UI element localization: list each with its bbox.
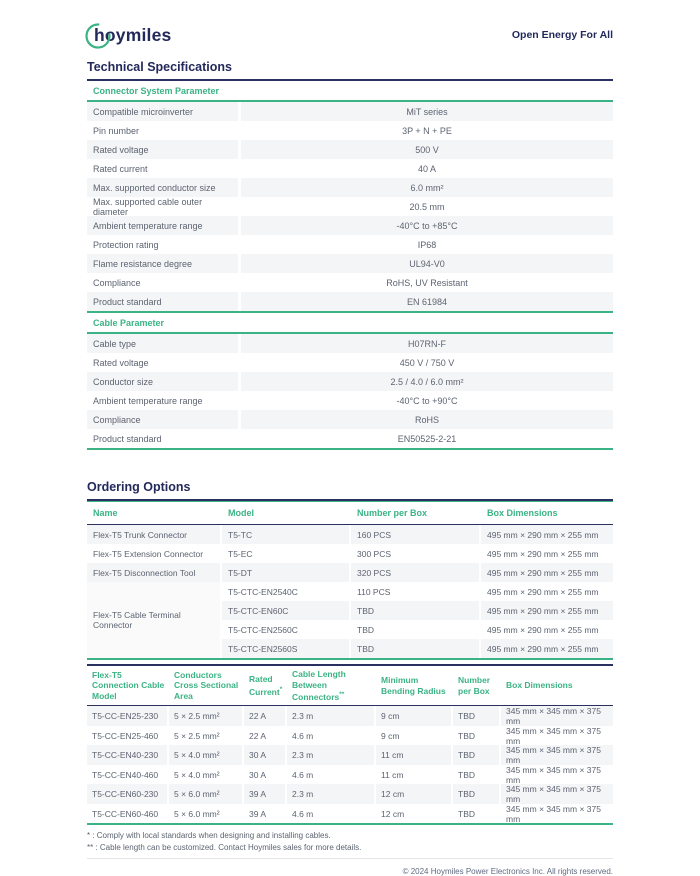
table-row xyxy=(87,726,613,746)
table-row xyxy=(87,254,613,273)
cell-dims: 495 mm × 290 mm × 255 mm xyxy=(481,601,613,620)
cell-dims: 495 mm × 290 mm × 255 mm xyxy=(481,639,613,658)
cell-current: 39 A xyxy=(244,784,285,804)
ordering-table-connectors xyxy=(87,501,613,660)
table-row xyxy=(87,235,613,254)
spec-label: Max. supported cable outer diameter xyxy=(93,196,203,217)
table-row xyxy=(87,544,613,563)
cell-dims: 495 mm × 290 mm × 255 mm xyxy=(487,624,599,635)
logo-circle-icon xyxy=(84,22,114,50)
cell-qty: TBD xyxy=(458,808,475,819)
cell-model: T5-CC-EN25-230 xyxy=(87,706,167,726)
table-row xyxy=(87,102,613,121)
table-row xyxy=(87,429,613,448)
spec-label: Product standard xyxy=(93,433,162,444)
spec-label: Product standard xyxy=(87,292,238,311)
table-row xyxy=(87,372,613,391)
cell-radius: 11 cm xyxy=(376,745,451,765)
spec-value: EN50525-2-21 xyxy=(397,433,457,444)
cell-dims: 495 mm × 290 mm × 255 mm xyxy=(481,525,613,544)
cell-radius: 9 cm xyxy=(381,730,400,741)
header-label: Conductors Cross Sectional Area xyxy=(174,669,239,701)
logo-wordmark: hoymiles xyxy=(94,24,172,45)
table-row xyxy=(87,391,613,410)
header-label: Minimum Bending Radius xyxy=(381,675,446,696)
footnote-2: ** : Cable length can be customized. Contact Hoymiles sales for more details. xyxy=(87,842,362,852)
cell-model: T5-CC-EN25-460 xyxy=(92,730,159,741)
table-row xyxy=(222,620,613,639)
table-row xyxy=(87,178,613,197)
cell-model: T5-CTC-EN60C xyxy=(222,601,349,620)
table-row xyxy=(87,706,613,726)
spec-value: RoHS, UV Resistant xyxy=(386,277,468,288)
spec-value: 3P + N + PE xyxy=(402,125,452,136)
cell-area: 5 × 6.0 mm² xyxy=(169,784,242,804)
spec-label: Ambient temperature range xyxy=(93,395,203,406)
table-row xyxy=(87,334,613,353)
cell-area: 5 × 2.5 mm² xyxy=(174,730,220,741)
footnote-marker: ** xyxy=(339,691,345,698)
spec-value: 6.0 mm² xyxy=(241,178,613,197)
table-row xyxy=(222,601,613,620)
table-row xyxy=(222,639,613,658)
merged-row-group xyxy=(87,582,613,660)
column-header-cable-length xyxy=(287,669,374,702)
cable-parameter-table xyxy=(87,334,613,450)
ordering-options-title: Ordering Options xyxy=(87,480,613,501)
column-header-number-per-box xyxy=(453,675,499,696)
table-row xyxy=(87,525,613,544)
spec-value: -40°C to +90°C xyxy=(396,395,458,406)
cell-dims: 495 mm × 290 mm × 255 mm xyxy=(481,563,613,582)
hoymiles-logo xyxy=(87,21,171,49)
table-row xyxy=(87,121,613,140)
table-row xyxy=(87,353,613,372)
table-row xyxy=(87,197,613,216)
cell-length: 2.3 m xyxy=(287,784,374,804)
footnote-marker: * xyxy=(279,685,283,693)
spec-value: -40°C to +85°C xyxy=(241,216,613,235)
table-header-row xyxy=(87,502,613,525)
cell-qty: TBD xyxy=(458,730,475,741)
table-row xyxy=(87,159,613,178)
cell-qty: TBD xyxy=(351,639,479,658)
column-header-bending-radius xyxy=(376,675,451,696)
table-body xyxy=(87,706,613,823)
cell-name: Flex-T5 Trunk Connector xyxy=(87,525,220,544)
cell-model: T5-CC-EN40-230 xyxy=(87,745,167,765)
column-header-name: Name xyxy=(93,508,118,518)
cell-qty: 110 PCS xyxy=(357,586,391,597)
table-row xyxy=(87,273,613,292)
cell-current: 30 A xyxy=(244,745,285,765)
footnotes xyxy=(87,830,613,853)
cell-qty: 320 PCS xyxy=(351,563,479,582)
spec-value: UL94-V0 xyxy=(241,254,613,273)
column-header-box-dimensions xyxy=(501,680,613,691)
table-row xyxy=(87,765,613,785)
cell-model: T5-CC-EN60-230 xyxy=(87,784,167,804)
spec-label: Rated current xyxy=(93,163,148,174)
footnote-1: * : Comply with local standards when designing and installing cables. xyxy=(87,831,331,841)
spec-label: Ambient temperature range xyxy=(87,216,238,235)
spec-value: 20.5 mm xyxy=(409,201,445,212)
cell-dims: 345 mm × 345 mm × 375 mm xyxy=(506,725,601,746)
table-row xyxy=(87,563,613,582)
cell-current: 39 A xyxy=(249,808,267,819)
cell-current: 22 A xyxy=(244,706,285,726)
header-label: Number per Box xyxy=(458,675,491,696)
cell-radius: 11 cm xyxy=(381,769,404,780)
cell-model: T5-CTC-EN2540C xyxy=(228,586,298,597)
cell-radius: 9 cm xyxy=(376,706,451,726)
cell-radius: 12 cm xyxy=(381,808,405,819)
cell-dims: 345 mm × 345 mm × 375 mm xyxy=(501,706,613,726)
spec-value: H07RN-F xyxy=(241,334,613,353)
cell-area: 5 × 2.5 mm² xyxy=(169,706,242,726)
spec-value: 450 V / 750 V xyxy=(399,357,455,368)
cell-length: 4.6 m xyxy=(292,730,314,741)
cell-radius: 12 cm xyxy=(376,784,451,804)
spec-label: Max. supported conductor size xyxy=(87,178,238,197)
table-row xyxy=(87,216,613,235)
spec-label: Flame resistance degree xyxy=(87,254,238,273)
cell-qty: 300 PCS xyxy=(357,548,392,559)
cell-qty: 160 PCS xyxy=(351,525,479,544)
cell-length: 2.3 m xyxy=(287,706,374,726)
spec-label: Rated voltage xyxy=(87,140,238,159)
cell-current: 22 A xyxy=(249,730,267,741)
header-label: Cable Length Between Connectors xyxy=(292,669,346,702)
copyright-text: © 2024 Hoymiles Power Electronics Inc. All rights reserved. xyxy=(402,867,613,876)
table-body xyxy=(87,525,613,582)
cell-model: T5-CTC-EN2560C xyxy=(228,624,298,635)
column-header-rated-current xyxy=(244,674,285,697)
table-row xyxy=(87,804,613,824)
header-label: Flex-T5 Connection Cable Model xyxy=(92,669,165,701)
column-header-model: Model xyxy=(228,508,254,518)
spec-label: Conductor size xyxy=(87,372,238,391)
spec-label: Cable type xyxy=(87,334,238,353)
cell-current: 30 A xyxy=(249,769,267,780)
header-label: Rated Current xyxy=(249,674,280,697)
spec-label: Compliance xyxy=(87,410,238,429)
cell-model: T5-CC-EN40-460 xyxy=(92,769,159,780)
spec-label: Pin number xyxy=(93,125,140,136)
cell-length: 2.3 m xyxy=(287,745,374,765)
column-header-box-dimensions: Box Dimensions xyxy=(487,508,558,518)
spec-label: Compliance xyxy=(93,277,141,288)
table-row xyxy=(222,582,613,601)
cell-qty: TBD xyxy=(453,784,499,804)
cell-dims: 495 mm × 290 mm × 255 mm xyxy=(487,586,599,597)
cell-model: T5-TC xyxy=(222,525,349,544)
page-header xyxy=(87,20,613,50)
technical-specifications-title: Technical Specifications xyxy=(87,60,613,81)
table-row xyxy=(87,745,613,765)
section-header-cable-parameter: Cable Parameter xyxy=(87,313,613,334)
connector-system-table xyxy=(87,102,613,313)
table-row xyxy=(87,410,613,429)
cell-qty: TBD xyxy=(357,624,374,635)
cell-area: 5 × 6.0 mm² xyxy=(174,808,220,819)
spec-label: Compatible microinverter xyxy=(87,102,238,121)
cell-merged-name: Flex-T5 Cable Terminal Connector xyxy=(87,582,220,658)
header-label: Box Dimensions xyxy=(506,680,573,691)
cell-dims: 345 mm × 345 mm × 375 mm xyxy=(506,764,601,785)
spec-value: 500 V xyxy=(241,140,613,159)
cell-dims: 345 mm × 345 mm × 375 mm xyxy=(501,745,613,765)
table-header-row xyxy=(87,666,613,706)
cell-name: Flex-T5 Extension Connector xyxy=(93,548,204,559)
spec-value: MiT series xyxy=(241,102,613,121)
spec-value: 40 A xyxy=(417,163,437,174)
cell-dims: 345 mm × 345 mm × 375 mm xyxy=(506,803,601,824)
cell-dims: 345 mm × 345 mm × 375 mm xyxy=(501,784,613,804)
merged-group-rows xyxy=(222,582,613,658)
cell-area: 5 × 4.0 mm² xyxy=(174,769,220,780)
cell-model: T5-DT xyxy=(222,563,349,582)
section-header-connector-system: Connector System Parameter xyxy=(87,81,613,102)
column-header-cable-model xyxy=(87,670,167,702)
cell-length: 4.6 m xyxy=(292,769,314,780)
table-row xyxy=(87,140,613,159)
cell-qty: TBD xyxy=(453,706,499,726)
spec-value: 2.5 / 4.0 / 6.0 mm² xyxy=(241,372,613,391)
spec-value: RoHS xyxy=(241,410,613,429)
table-row xyxy=(87,784,613,804)
cell-qty: TBD xyxy=(453,745,499,765)
cell-dims: 495 mm × 290 mm × 255 mm xyxy=(487,548,599,559)
spec-value: EN 61984 xyxy=(241,292,613,311)
cell-length: 4.6 m xyxy=(292,808,314,819)
cell-model: T5-CC-EN60-460 xyxy=(92,808,159,819)
cell-area: 5 × 4.0 mm² xyxy=(169,745,242,765)
cell-model: T5-CTC-EN2560S xyxy=(222,639,349,658)
cell-model: T5-EC xyxy=(228,548,253,559)
brand-tagline: Open Energy For All xyxy=(511,29,613,41)
table-row xyxy=(87,292,613,311)
spec-label: Protection rating xyxy=(93,239,159,250)
ordering-table-connection-cables xyxy=(87,664,613,825)
footer-divider xyxy=(87,858,613,859)
spec-value: IP68 xyxy=(417,239,437,250)
cell-qty: TBD xyxy=(458,769,475,780)
column-header-cross-sectional-area xyxy=(169,670,242,702)
cell-name: Flex-T5 Disconnection Tool xyxy=(87,563,220,582)
column-header-number-per-box: Number per Box xyxy=(357,508,428,518)
spec-label: Rated voltage xyxy=(93,357,149,368)
cell-qty: TBD xyxy=(351,601,479,620)
